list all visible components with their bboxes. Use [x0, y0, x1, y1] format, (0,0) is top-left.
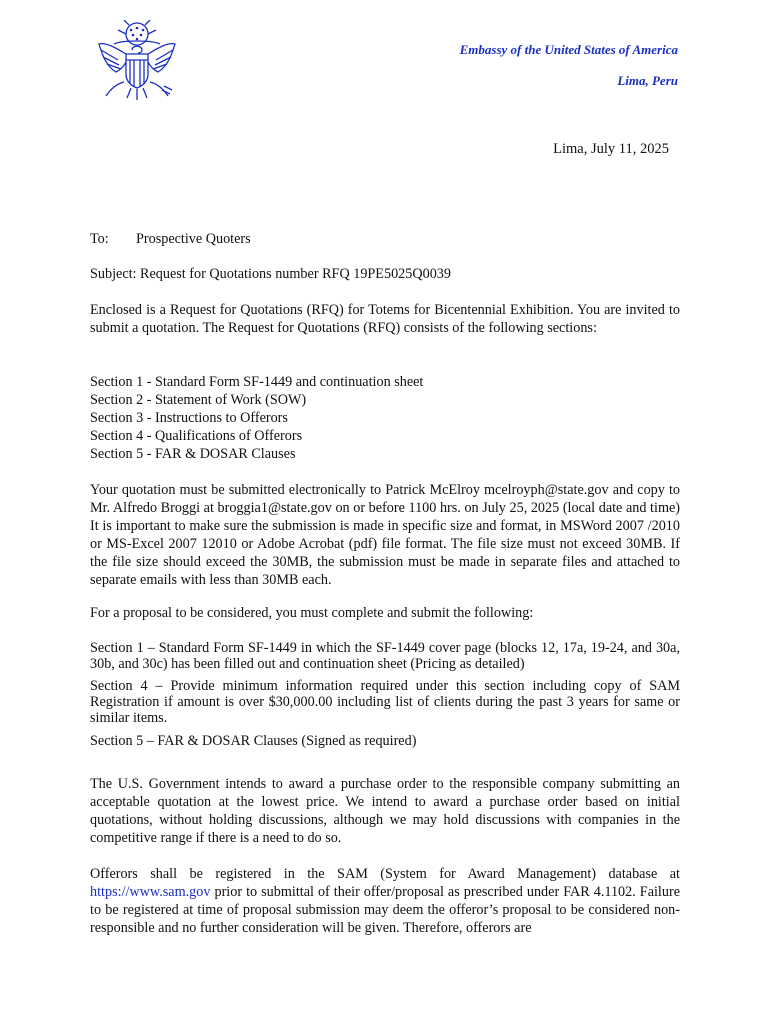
- embassy-seal-logo: [96, 20, 178, 108]
- requirements-intro: For a proposal to be considered, you must complete and submit the following:: [90, 605, 534, 621]
- list-item: Section 3 - Instructions to Offerors: [90, 410, 288, 426]
- sam-text-before: Offerors shall be registered in the SAM (System for Award Management) database at: [90, 866, 680, 882]
- sections-list: [90, 373, 680, 463]
- recipient-line: [90, 230, 680, 248]
- list-item: Section 2 - Statement of Work (SOW): [90, 392, 307, 408]
- submission-paragraph: Your quotation must be submitted electronically to Patrick McElroy mcelroyph@state.gov and copy to Mr. Alfredo Broggi at broggia1@state.gov on or before 1100 hrs. on July 25, 2025 (local date and time) It is important to make sure the submission is made in specific size and format, in MSWord 2007 /2010 or MS-Excel 2007 12010 or Adobe Acrobat (pdf) file format. The file size must not exceed 30MB. If the file size should exceed the 30MB, the submission must be made in separate files and attached to separate emails with less than 30MB each.: [90, 482, 680, 588]
- list-item: Section 1 - Standard Form SF-1449 and continuation sheet: [90, 374, 424, 390]
- award-paragraph: The U.S. Government intends to award a purchase order to the responsible company submitting an acceptable quotation at the lowest price. We intend to award a purchase order based on initial quotations, without holding discussions, although we may hold discussions with companies in the competitive range if there is a need to do so.: [90, 776, 680, 846]
- recipient-label: To:: [90, 231, 109, 247]
- intro-paragraph: Enclosed is a Request for Quotations (RFQ) for Totems for Bicentennial Exhibition. You are invited to submit a quotation. The Request for Quotations (RFQ) consists of the following sections:: [90, 302, 680, 336]
- subject-line: Subject: Request for Quotations number RFQ 19PE5025Q0039: [90, 266, 451, 282]
- requirement-section-4: Section 4 – Provide minimum information required under this section including copy of SAM Registration if amount is over $30,000.00 including list of clients during the past 3 years for same or similar items.: [90, 678, 680, 726]
- letter-date: Lima, July 11, 2025: [553, 141, 669, 157]
- sam-link[interactable]: https://www.sam.gov: [90, 884, 211, 900]
- requirement-section-1: Section 1 – Standard Form SF-1449 in which the SF-1449 cover page (blocks 12, 17a, 19-24, and 30a, 30b, and 30c) has been filled out and continuation sheet (Pricing as detailed): [90, 640, 680, 672]
- embassy-city: Lima, Peru: [617, 73, 678, 88]
- sam-paragraph: [90, 865, 680, 937]
- recipient-value: Prospective Quoters: [136, 231, 251, 247]
- embassy-name: Embassy of the United States of America: [459, 42, 678, 57]
- list-item: Section 5 - FAR & DOSAR Clauses: [90, 446, 296, 462]
- sam-text-after: prior to submittal of their offer/proposal as prescribed under FAR 4.1102. Failure to be registered at time of proposal submission may deem the offeror’s proposal to be considered non-responsible and no further consideration will be given. Therefore, offerors are: [90, 884, 680, 936]
- list-item: Section 4 - Qualifications of Offerors: [90, 428, 303, 444]
- requirement-section-5: Section 5 – FAR & DOSAR Clauses (Signed as required): [90, 733, 417, 749]
